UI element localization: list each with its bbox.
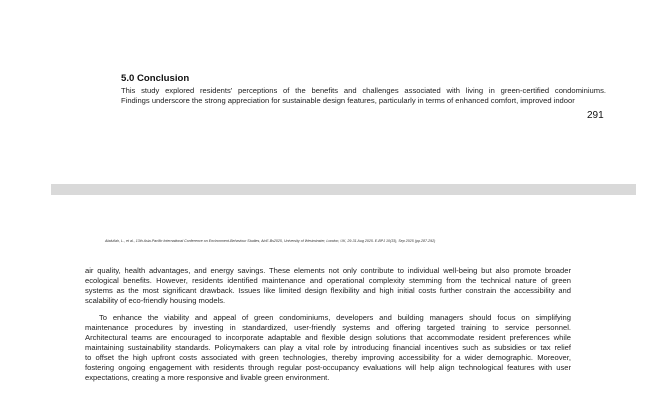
page-number: 291	[587, 110, 604, 121]
text-line: ecological benefits. However, residents identified maintenance and operational complexity stemming from the technical nature of green	[85, 276, 571, 285]
conclusion-paragraph-start	[121, 86, 606, 106]
document-page-top	[0, 0, 661, 184]
text-line: This study explored residents’ perceptions of the benefits and challenges associated with living in green-certified condominiums.	[121, 86, 606, 95]
page-break-divider	[51, 184, 636, 195]
text-line: systems as the most significant drawback. Issues like limited design flexibility and high initial costs further constrain the accessibility and	[85, 286, 571, 295]
text-line: To enhance the viability and appeal of green condominiums, developers and building managers should focus on simplifying	[99, 313, 571, 322]
text-line: maintenance procedures by investing in standardized, user-friendly systems and offering targeted training to service personnel.	[85, 323, 571, 332]
text-line: air quality, health advantages, and energy savings. These elements not only contribute to individual well-being but also promote broader	[85, 266, 571, 275]
text-line: fostering ongoing engagement with residents through regular post-occupancy evaluations will help align technological features with user	[85, 363, 571, 372]
text-line: to offset the high upfront costs associated with green technologies, thereby improving accessibility for a wider demographic. Moreover,	[85, 353, 571, 362]
text-line: expectations, creating a more responsive and livable green environment.	[85, 373, 330, 382]
running-header: Abdullah, L., et al., 13th Asia-Pacific International Conference on Environment-Behaviour Studies, AicE-Bs2025, University of Westminster, London, UK, 29-31 Aug 2025. E-BPJ 10(33), Sep 2025 (pp.287-292)	[105, 239, 436, 243]
section-heading: 5.0 Conclusion	[121, 73, 190, 84]
text-line: Architectural teams are encouraged to incorporate adaptable and flexible design solutions that accommodate resident preferences while	[85, 333, 571, 342]
text-line: scalability of eco-friendly housing models.	[85, 296, 226, 305]
text-line: maintaining sustainability standards. Policymakers can play a vital role by introducing financial incentives such as subsidies or tax relief	[85, 343, 571, 352]
recommendations-paragraph	[85, 313, 571, 383]
conclusion-paragraph-continued	[85, 266, 571, 306]
text-line: Findings underscore the strong appreciation for sustainable design features, particularly in terms of enhanced comfort, improved indoor	[121, 96, 575, 105]
